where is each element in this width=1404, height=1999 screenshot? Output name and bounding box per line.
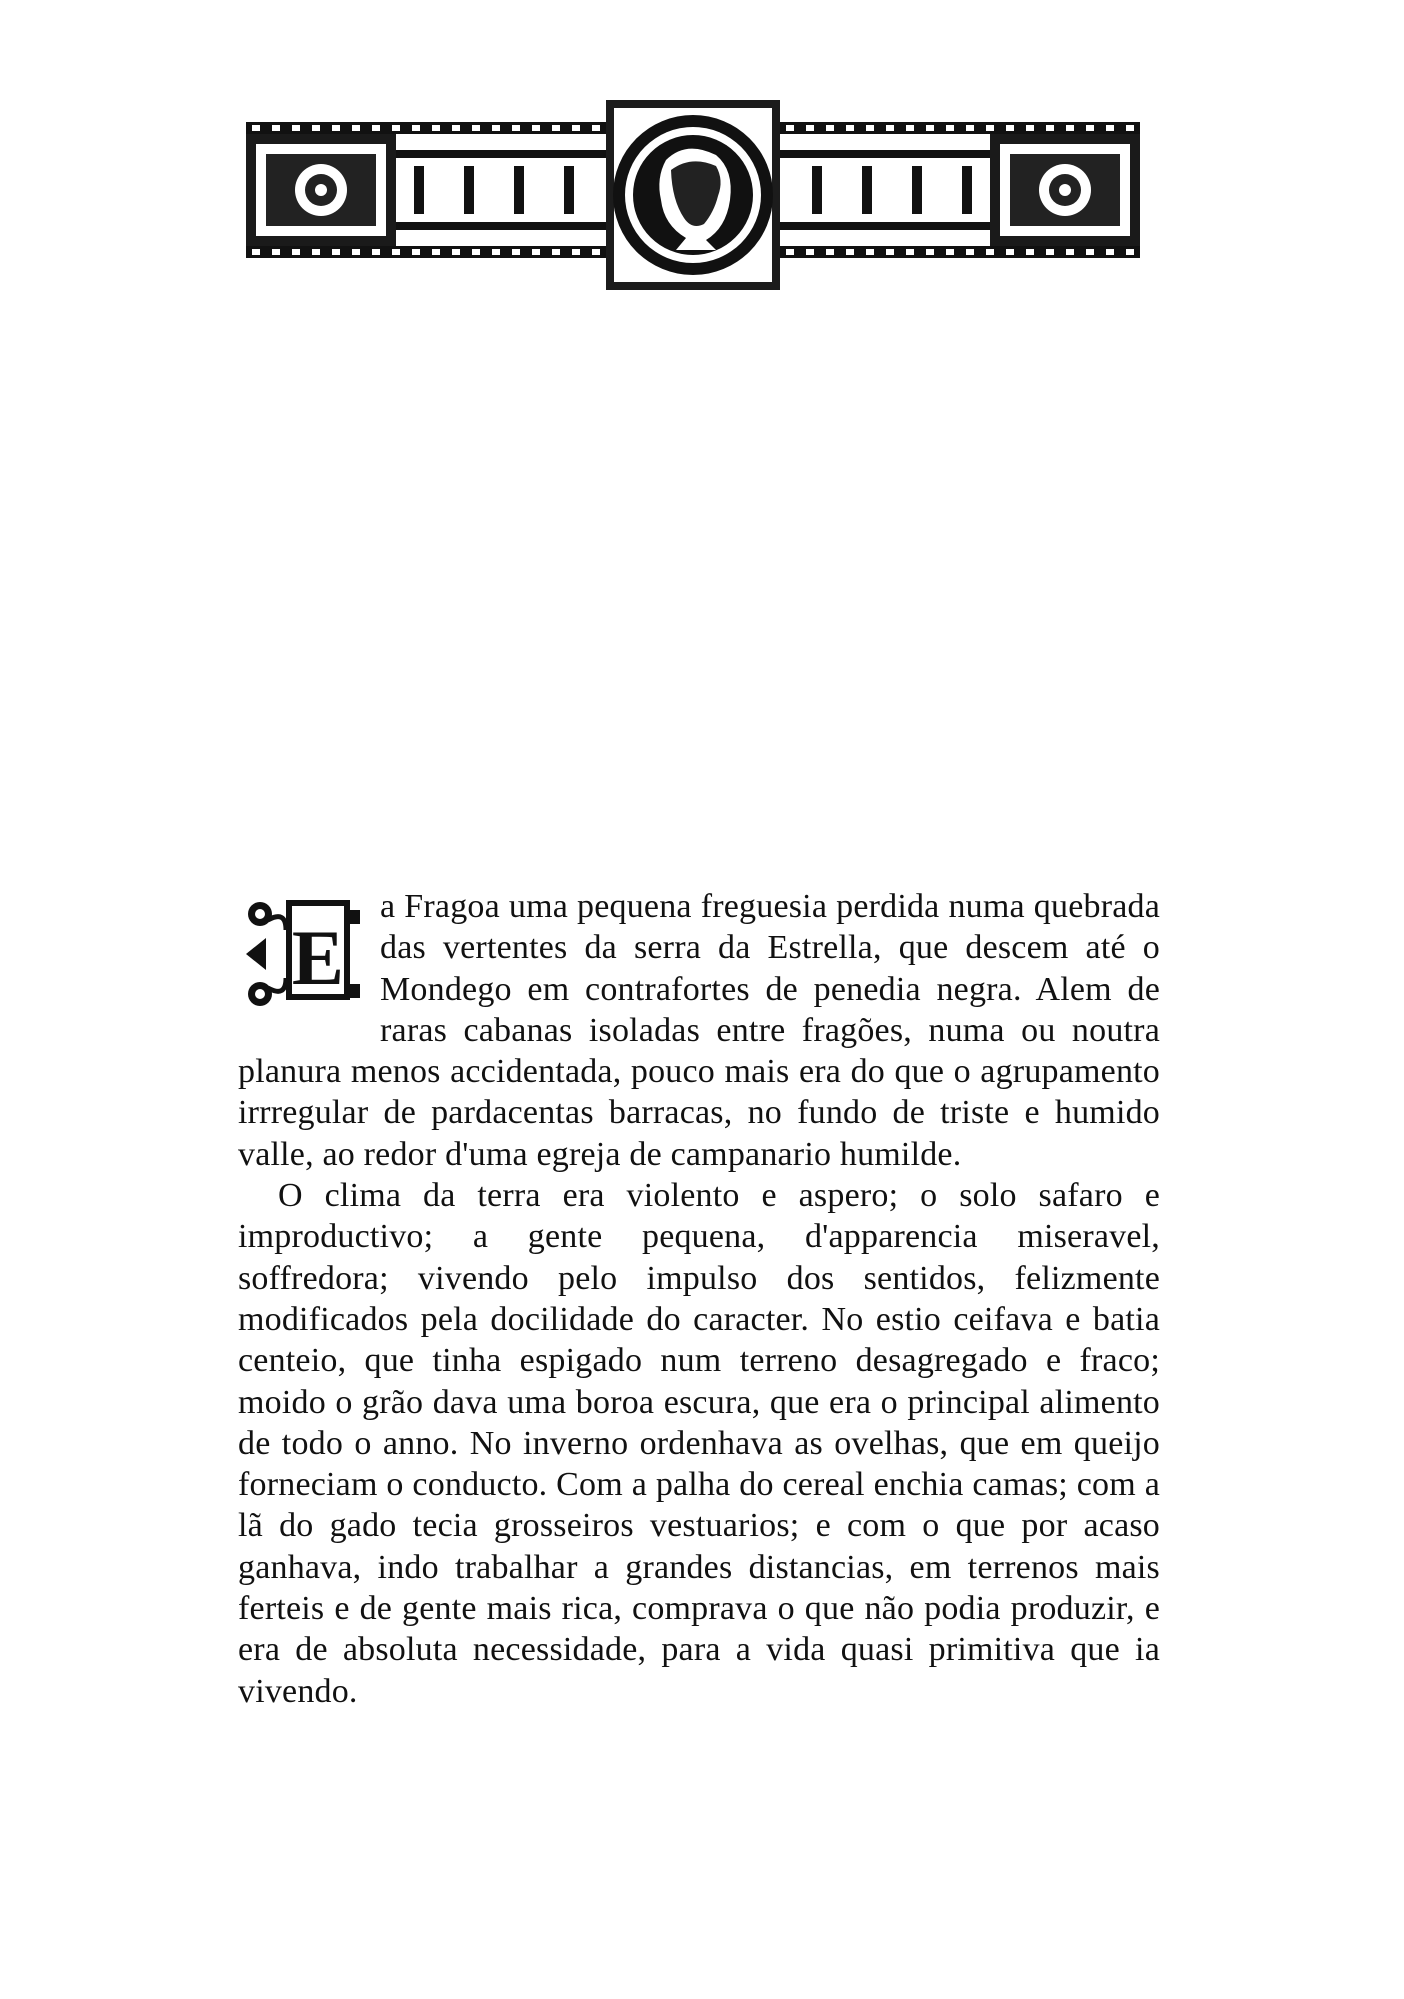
ornamental-initial-e-icon	[238, 890, 366, 1018]
drop-cap-letter: E	[291, 914, 345, 1001]
ornamental-headpiece	[246, 100, 1140, 290]
drop-cap	[238, 890, 366, 1018]
chapter-text	[238, 886, 1160, 1712]
paragraph-2: O clima da terra era violento e aspero; o solo safaro e improductivo; a gente pequena, d'apparencia miseravel, soffredora; vivendo pelo impulso dos sentidos, felizmente modificados pela docilidade do caracter. No estio ceifava e batia centeio, que tinha espigado num terreno desagregado e fraco; moido o grão dava uma boroa escura, que era o principal alimento de todo o anno. No inverno ordenhava as ovelhas, que em queijo forneciam o conducto. Com a palha do cereal enchia camas; com a lã do gado tecia grosseiros vestuarios; e com o que por acaso ganhava, indo trabalhar a grandes distancias, em terrenos mais ferteis e de gente mais rica, comprava o que não podia produzir, e era de absoluta necessidade, para a vida quasi primitiva que ia vivendo.	[238, 1177, 1160, 1710]
paragraph-1: a Fragoa uma pequena freguesia perdida numa quebrada das vertentes da serra da Estrella, que descem até o Mondego em contrafortes de penedia negra. Alem de raras cabanas isoladas entre fragões, numa ou noutra planura menos accidentada, pouco mais era do que o agrupamento irrregular de pardacentas barracas, no fundo de triste e humido valle, ao redor d'uma egreja de campanario humilde.	[238, 888, 1160, 1173]
ornamental-headpiece-with-laureate-portrait-icon	[246, 100, 1140, 290]
